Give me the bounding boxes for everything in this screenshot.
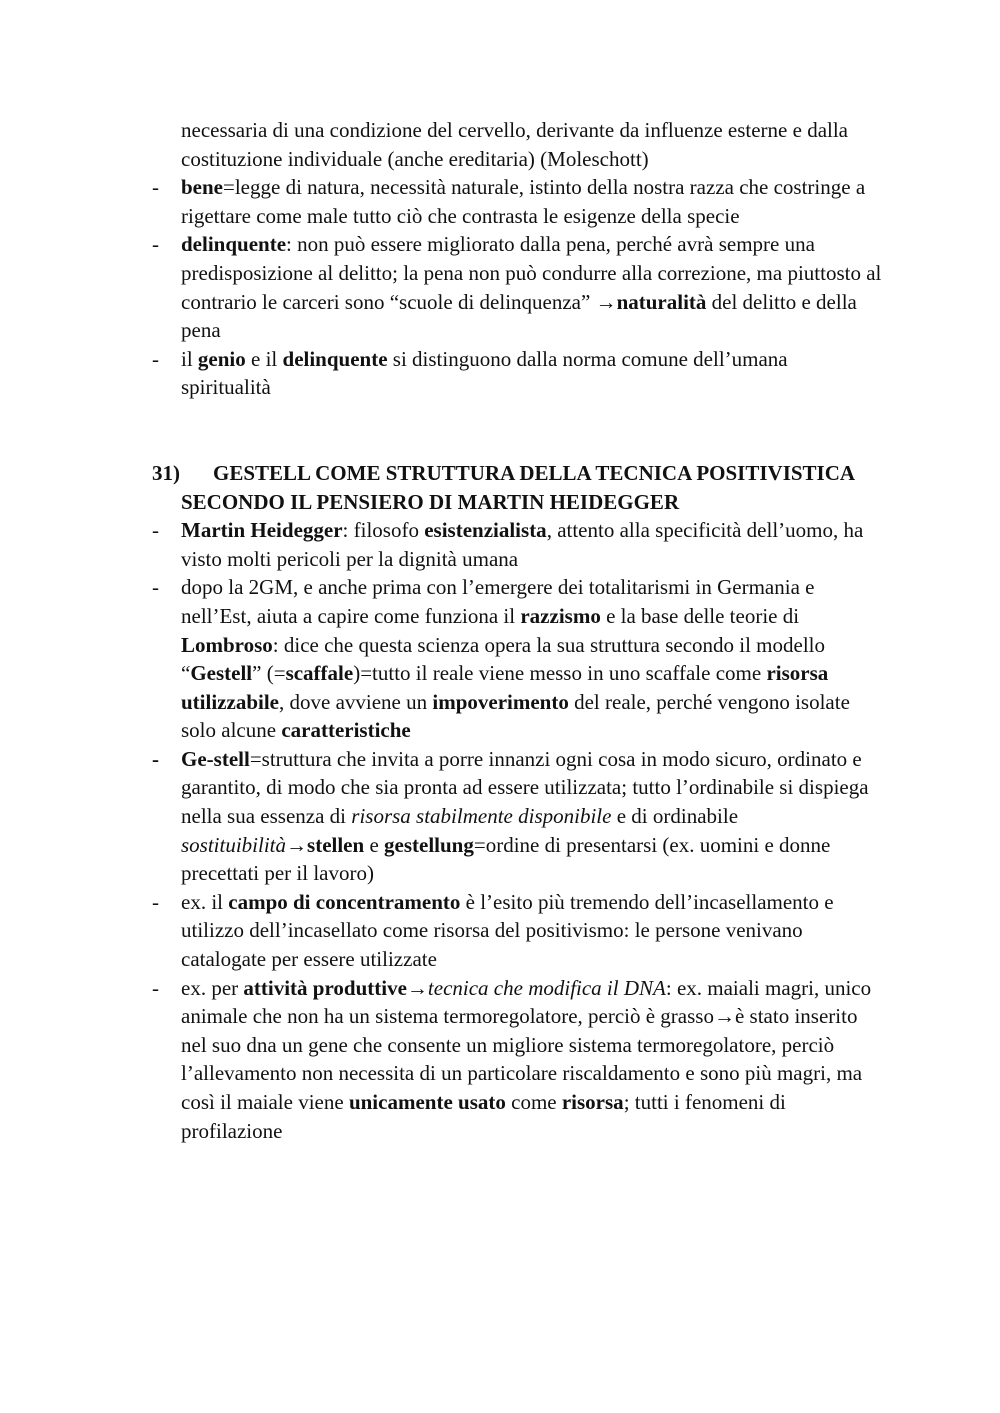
text-run: ex. il — [181, 889, 229, 914]
section-title: GESTELL COME STRUTTURA DELLA TECNICA POSITIVISTICA SECONDO IL PENSIERO DI MARTIN HEIDEGGER — [181, 460, 854, 514]
bold-term: Gestell — [190, 661, 253, 686]
list-item — [152, 230, 882, 344]
intro-continuation: necessaria di una condizione del cervello, derivante da influenze esterne e dalla costituzione individuale (anche ereditaria) (Moleschott) — [181, 118, 849, 171]
list-dash: - — [152, 518, 159, 543]
italic-term: risorsa stabilmente disponibile — [351, 804, 612, 829]
bold-term: impoverimento — [432, 689, 569, 714]
text-run: ; tutti i fenomeni di profilazione — [181, 1090, 786, 1143]
text-run: : ex. maiali magri, unico animale che non ha un sistema termoregolatore, perciò è grasso→è stato inserito nel suo dna un gene che consente un migliore sistema termoregolatore, perciò l’allevamento non necessita di un particolare riscaldamento e sono più magri, ma così il maiale viene — [181, 975, 872, 1114]
bold-term: risorsa utilizzabile — [181, 661, 829, 714]
text-run: del delitto e della pena — [181, 289, 857, 343]
bullet-list-1 — [152, 173, 882, 402]
list-dash: - — [152, 889, 159, 914]
text-run: =struttura che invita a porre innanzi ogni cosa in modo sicuro, ordinato e garantito, di modo che sia pronta ad essere utilizzata; tutto l’ordinabile si dispiega nella sua essenza di — [181, 746, 869, 829]
page-content — [152, 116, 882, 1145]
list-item — [152, 516, 882, 573]
text-run: , dove avviene un — [279, 689, 433, 714]
bold-term: razzismo — [520, 603, 601, 628]
bold-term: genio — [197, 346, 246, 371]
text-run: : non può essere migliorato dalla pena, perché avrà sempre una predisposizione al delitto; la pena non può condurre alla correzione, ma piuttosto al contrario le carceri sono “scuole di delinquenza” → — [181, 232, 882, 314]
bullet-list-2 — [152, 516, 882, 1145]
list-item — [152, 888, 882, 974]
text-run: e — [364, 832, 385, 857]
text-run: : dice che questa scienza opera la sua struttura secondo il modello “ — [181, 632, 826, 686]
text-run: ex. per — [181, 975, 244, 1000]
list-dash: - — [152, 175, 159, 200]
text-run: ” (= — [252, 661, 286, 686]
bold-term: delinquente — [181, 232, 287, 257]
text-run: , attento alla specificità dell’uomo, ha visto molti pericoli per la dignità umana — [181, 518, 864, 571]
bold-term: naturalità — [616, 289, 707, 314]
bold-term: scaffale — [285, 661, 354, 686]
bold-term: unicamente usato — [348, 1090, 506, 1114]
section-number: 31) — [152, 460, 180, 485]
italic-term: sostituibilità — [181, 832, 287, 857]
list-item — [152, 173, 882, 230]
text-run: e la base delle teorie di — [600, 603, 800, 628]
bold-term: Martin Heidegger — [181, 518, 343, 543]
bold-term: caratteristiche — [281, 718, 411, 743]
bold-term: delinquente — [282, 346, 388, 371]
list-dash: - — [152, 232, 159, 257]
text-run: il — [181, 346, 198, 371]
text-run: come — [505, 1090, 562, 1114]
text-run: e di ordinabile — [611, 804, 739, 829]
section-heading — [152, 459, 882, 516]
text-run: → — [286, 832, 308, 857]
bold-term: gestellung — [384, 832, 474, 857]
list-item — [152, 573, 882, 745]
list-dash: - — [152, 746, 159, 771]
text-run: del reale, perché vengono isolate solo alcune — [181, 689, 850, 743]
italic-term: →tecnica che modifica il DNA — [406, 975, 666, 1000]
list-item — [152, 745, 882, 888]
text-run: si distinguono dalla norma comune dell’umana spiritualità — [181, 346, 788, 400]
bold-term: attività produttive — [243, 975, 407, 1000]
bold-term: bene — [181, 175, 223, 200]
text-run: è l’esito più tremendo dell’incasellamento e utilizzo dell’incasellato come risorsa del positivismo: le persone venivano catalogate per essere utilizzate — [181, 889, 834, 972]
list-dash: - — [152, 346, 159, 371]
bold-term: Ge-stell — [181, 746, 250, 771]
text-run: =ordine di presentarsi (ex. uomini e donne precettati per il lavoro) — [181, 832, 831, 886]
text-run: e il — [245, 346, 283, 371]
list-item — [152, 974, 882, 1146]
list-dash: - — [152, 975, 159, 1000]
bold-term: risorsa — [561, 1090, 624, 1114]
list-item — [152, 345, 882, 402]
bold-term: Lombroso — [181, 632, 273, 657]
bold-term: stellen — [307, 832, 365, 857]
text-run: dopo la 2GM, e anche prima con l’emergere dei totalitarismi in Germania e nell’Est, aiuta a capire come funziona il — [181, 575, 815, 628]
bold-term: esistenzialista — [424, 518, 547, 543]
text-run: )=tutto il reale viene messo in uno scaffale come — [353, 661, 767, 686]
text-run: : filosofo — [342, 518, 425, 543]
list-dash: - — [152, 575, 159, 600]
bold-term: campo di concentramento — [228, 889, 461, 914]
text-run: =legge di natura, necessità naturale, istinto della nostra razza che costringe a rigettare come male tutto ciò che contrasta le esigenze della specie — [181, 175, 866, 228]
